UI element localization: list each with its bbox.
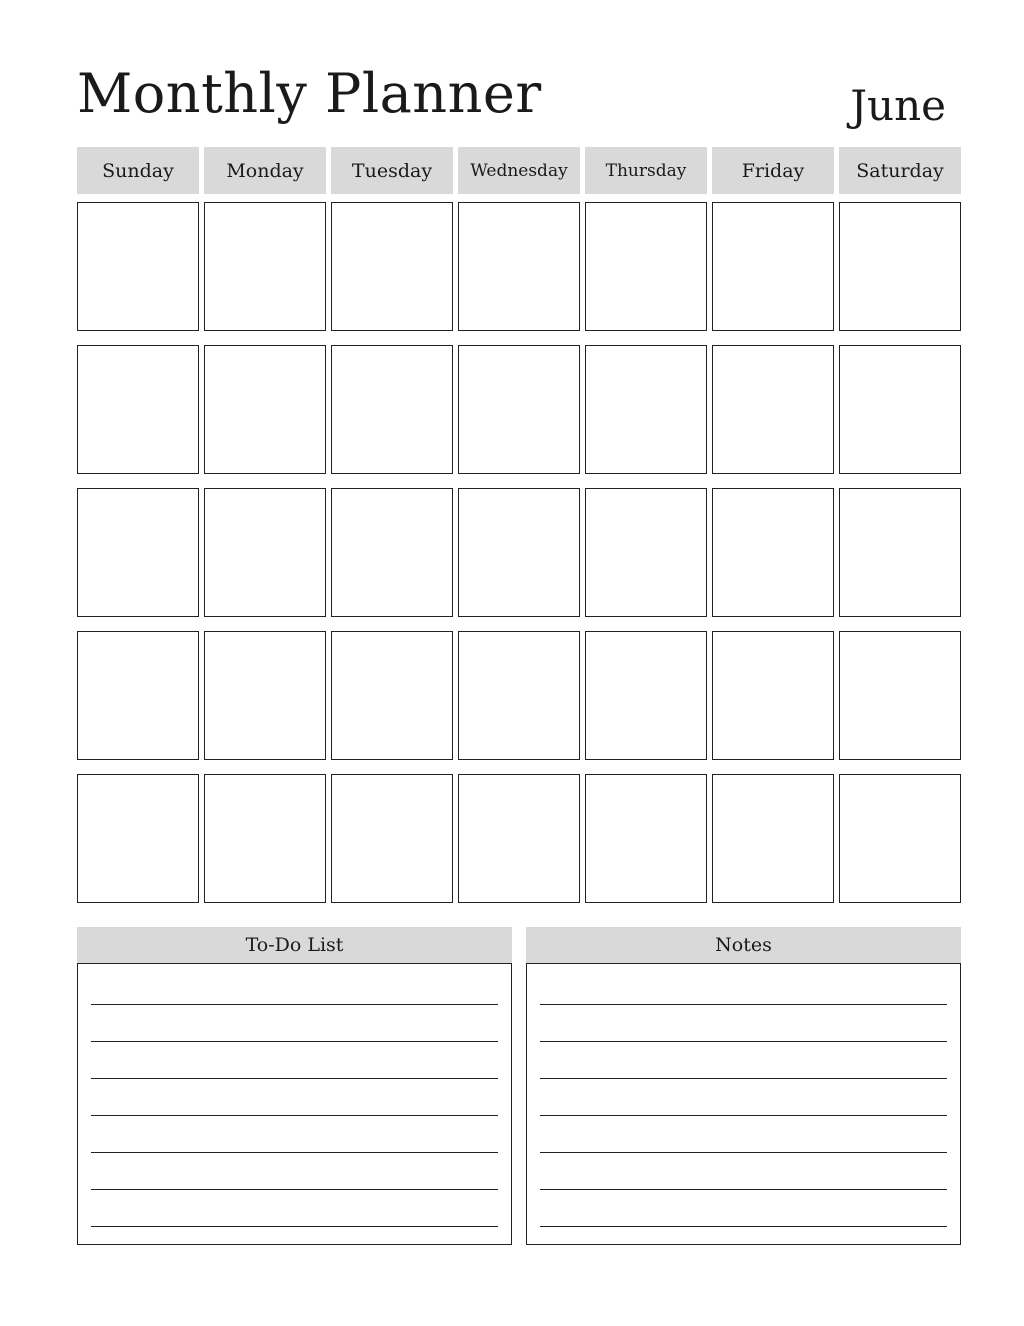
writing-line xyxy=(540,1152,947,1153)
weekday-monday: Monday xyxy=(204,147,326,194)
day-cell[interactable] xyxy=(712,488,834,617)
day-cell[interactable] xyxy=(585,202,707,331)
writing-line xyxy=(91,1041,498,1042)
writing-line xyxy=(540,1226,947,1227)
day-cell[interactable] xyxy=(77,774,199,903)
day-cell[interactable] xyxy=(839,488,961,617)
day-cell[interactable] xyxy=(331,202,453,331)
day-cell[interactable] xyxy=(585,488,707,617)
day-cell[interactable] xyxy=(712,345,834,474)
day-cell[interactable] xyxy=(204,202,326,331)
writing-line xyxy=(540,1078,947,1079)
day-cell[interactable] xyxy=(331,345,453,474)
day-cell[interactable] xyxy=(204,774,326,903)
weekday-friday: Friday xyxy=(712,147,834,194)
writing-line xyxy=(540,1115,947,1116)
weekday-sunday: Sunday xyxy=(77,147,199,194)
todo-panel xyxy=(77,927,512,1245)
day-cell[interactable] xyxy=(77,345,199,474)
day-cell[interactable] xyxy=(204,345,326,474)
day-cell[interactable] xyxy=(331,774,453,903)
weekday-saturday: Saturday xyxy=(839,147,961,194)
writing-line xyxy=(91,1152,498,1153)
writing-line xyxy=(91,1078,498,1079)
day-cell[interactable] xyxy=(712,631,834,760)
notes-lines-area[interactable] xyxy=(526,963,961,1245)
day-cell[interactable] xyxy=(585,631,707,760)
day-cell[interactable] xyxy=(585,774,707,903)
day-cell[interactable] xyxy=(458,345,580,474)
day-cell[interactable] xyxy=(839,631,961,760)
writing-line xyxy=(91,1004,498,1005)
day-cell[interactable] xyxy=(331,488,453,617)
writing-line xyxy=(540,1041,947,1042)
day-cell[interactable] xyxy=(458,631,580,760)
day-cell[interactable] xyxy=(712,774,834,903)
day-cell[interactable] xyxy=(77,202,199,331)
day-cell[interactable] xyxy=(77,631,199,760)
weekday-header-row xyxy=(77,147,961,194)
todo-lines-area[interactable] xyxy=(77,963,512,1245)
writing-line xyxy=(540,1189,947,1190)
day-cell[interactable] xyxy=(204,631,326,760)
day-cell[interactable] xyxy=(712,202,834,331)
day-cell[interactable] xyxy=(458,488,580,617)
weekday-tuesday: Tuesday xyxy=(331,147,453,194)
month-label: June xyxy=(850,81,946,130)
day-cell[interactable] xyxy=(331,631,453,760)
day-cell[interactable] xyxy=(839,202,961,331)
writing-line xyxy=(91,1115,498,1116)
day-cell[interactable] xyxy=(77,488,199,617)
notes-title: Notes xyxy=(526,927,961,963)
day-cell[interactable] xyxy=(839,774,961,903)
day-cell[interactable] xyxy=(839,345,961,474)
writing-line xyxy=(91,1189,498,1190)
day-cell[interactable] xyxy=(585,345,707,474)
page-title: Monthly Planner xyxy=(77,62,542,125)
todo-title: To-Do List xyxy=(77,927,512,963)
day-cell[interactable] xyxy=(458,774,580,903)
notes-panel xyxy=(526,927,961,1245)
writing-line xyxy=(540,1004,947,1005)
writing-line xyxy=(91,1226,498,1227)
day-cell[interactable] xyxy=(204,488,326,617)
weekday-wednesday: Wednesday xyxy=(458,147,580,194)
weekday-thursday: Thursday xyxy=(585,147,707,194)
calendar-grid xyxy=(77,202,961,903)
day-cell[interactable] xyxy=(458,202,580,331)
